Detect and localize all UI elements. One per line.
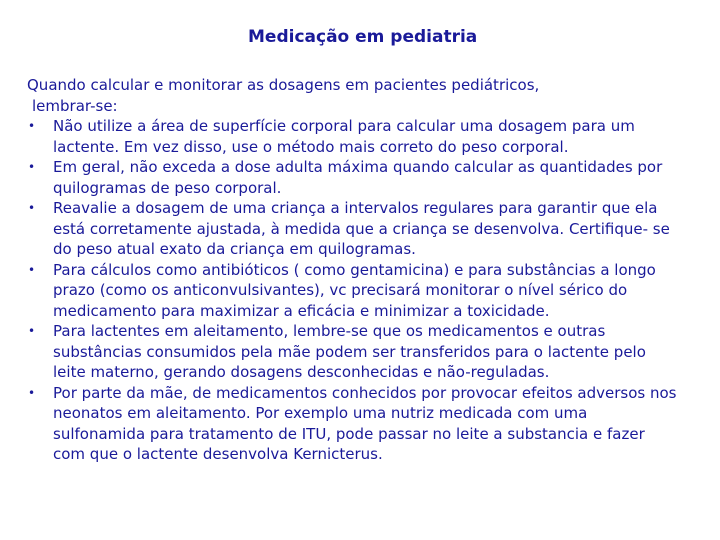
list-item-text: Em geral, não exceda a dose adulta máxima quando calcular as quantidades por quilogramas de peso corporal.	[53, 158, 663, 197]
list-item	[27, 260, 677, 322]
bullet-icon: •	[28, 160, 36, 174]
bullet-icon: •	[28, 385, 36, 400]
bullet-list	[27, 116, 677, 465]
intro-line-1: Quando calcular e monitorar as dosagens em pacientes pediátricos,	[27, 76, 540, 94]
list-item	[27, 116, 677, 157]
list-item	[27, 383, 677, 465]
bullet-icon: •	[28, 201, 36, 215]
bullet-icon: •	[28, 119, 36, 133]
bullet-icon: •	[28, 262, 36, 277]
intro-line-2: lembrar-se:	[32, 96, 118, 115]
list-item-text: Não utilize a área de superfície corporal para calcular uma dosagem para um lactente. Em vez disso, use o método mais correto do peso corporal.	[53, 117, 635, 156]
intro-text	[27, 75, 667, 116]
list-item-text: Para cálculos como antibióticos ( como gentamicina) e para substâncias a longo prazo (como os anticonvulsivantes), vc precisará monitorar o nível sérico do medicamento para maximizar a eficácia e minimizar a toxicidade.	[53, 260, 656, 320]
list-item	[27, 157, 677, 198]
list-item-text: Reavalie a dosagem de uma criança a intervalos regulares para garantir que ela está corretamente ajustada, à medida que a criança se desenvolva. Certifique- se do peso atual exato da criança em quilogramas.	[53, 199, 670, 258]
list-item-text: Por parte da mãe, de medicamentos conhecidos por provocar efeitos adversos nos neonatos em aleitamento. Por exemplo uma nutriz medicada com uma sulfonamida para tratamento de ITU, pode passar no leite a substancia e fazer com que o lactente desenvolva Kernicterus.	[53, 383, 677, 463]
list-item	[27, 321, 677, 383]
list-item-text: Para lactentes em aleitamento, lembre-se que os medicamentos e outras substâncias consumidos pela mãe podem ser transferidos para o lactente pelo leite materno, gerando dosagens desconhecidas e não-reguladas.	[53, 322, 646, 381]
list-item	[27, 198, 677, 260]
bullet-icon: •	[28, 324, 36, 338]
page-title: Medicação em pediatria	[248, 27, 478, 47]
